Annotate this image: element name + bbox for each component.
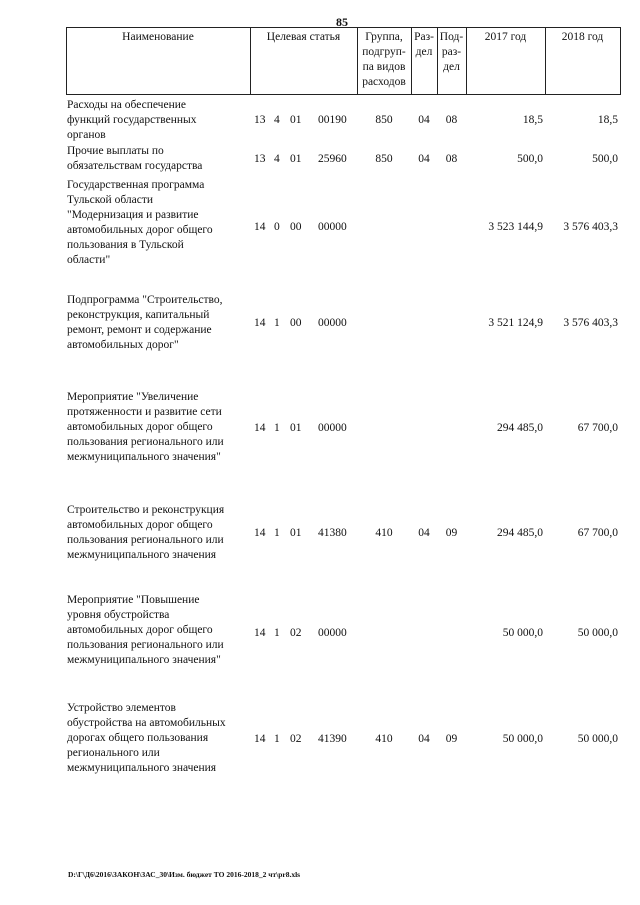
razdel-code: 04 [418, 153, 430, 165]
target-code-2: 1 [274, 527, 280, 539]
header-podrazdel: Под- раз- дел [439, 31, 464, 73]
target-code-4: 00000 [318, 422, 347, 434]
target-code-1: 13 [254, 114, 266, 126]
target-code-2: 1 [274, 422, 280, 434]
target-code-1: 14 [254, 422, 266, 434]
header-razdel: Раз- дел [414, 31, 434, 58]
value-2018: 67 700,0 [577, 422, 618, 434]
header-name: Наименование [122, 31, 194, 43]
row-name: Подпрограмма "Строительство, реконструкция, капитальный ремонт, ремонт и содержание автомобильных дорог" [67, 294, 223, 351]
row-name: Устройство элементов обустройства на автомобильных дорогах общего пользования регионального или межмуниципального значения [67, 702, 226, 774]
target-code-2: 1 [274, 627, 280, 639]
value-2018: 500,0 [592, 153, 618, 165]
header-year-2017: 2017 год [484, 31, 527, 43]
target-code-3: 01 [290, 527, 302, 539]
value-2017: 500,0 [517, 153, 543, 165]
value-2017: 50 000,0 [502, 627, 543, 639]
target-code-4: 41380 [318, 527, 347, 539]
target-code-4: 00000 [318, 627, 347, 639]
target-code-2: 1 [274, 317, 280, 329]
header-top-border [66, 27, 621, 28]
value-2018: 67 700,0 [577, 527, 618, 539]
header-year-2018: 2018 год [561, 31, 604, 43]
group-code: 850 [375, 114, 393, 126]
target-code-2: 0 [274, 221, 280, 233]
target-code-3: 01 [290, 114, 302, 126]
razdel-code: 04 [418, 733, 430, 745]
target-code-1: 14 [254, 317, 266, 329]
header-group: Группа, подгруп- па видов расходов [362, 31, 406, 88]
razdel-code: 04 [418, 527, 430, 539]
target-code-3: 00 [290, 317, 302, 329]
target-code-4: 41390 [318, 733, 347, 745]
target-code-1: 14 [254, 733, 266, 745]
target-code-1: 14 [254, 221, 266, 233]
value-2017: 294 485,0 [497, 422, 543, 434]
group-code: 410 [375, 527, 393, 539]
value-2018: 50 000,0 [577, 627, 618, 639]
podrazdel-code: 09 [445, 733, 458, 745]
target-code-1: 14 [254, 527, 266, 539]
group-code: 410 [375, 733, 393, 745]
target-code-2: 4 [274, 153, 280, 165]
row-name: Строительство и реконструкция автомобильных дорог общего пользования регионального или межмуниципального значения [67, 504, 225, 561]
target-code-3: 01 [290, 153, 302, 165]
value-2017: 294 485,0 [497, 527, 543, 539]
podrazdel-code: 08 [445, 114, 458, 126]
row-name: Прочие выплаты по обязательствам государства [67, 145, 203, 172]
header-target-article: Целевая статья [266, 31, 341, 43]
target-code-2: 4 [274, 114, 280, 126]
value-2017: 3 521 124,9 [488, 317, 543, 329]
target-code-3: 01 [290, 422, 302, 434]
target-code-3: 00 [290, 221, 302, 233]
value-2017: 50 000,0 [502, 733, 543, 745]
file-path-footer: D:\Г\Д6\2016\ЗАКОН\ЗАС_30\Изм. бюджет ТО 2016-2018_2 чт\pr8.xls [68, 870, 301, 879]
target-code-2: 1 [274, 733, 280, 745]
value-2018: 50 000,0 [577, 733, 618, 745]
row-name: Расходы на обеспечение функций государственных органов [67, 99, 197, 141]
target-code-4: 25960 [318, 153, 347, 165]
target-code-4: 00000 [318, 221, 347, 233]
row-name: Мероприятие "Повышение уровня обустройства автомобильных дорог общего пользования регионального или межмуниципального значения" [67, 594, 224, 666]
razdel-code: 04 [418, 114, 430, 126]
row-name: Мероприятие "Увеличение протяженности и развитие сети автомобильных дорог общего пользования регионального или межмуниципального значения" [67, 391, 224, 463]
value-2018: 3 576 403,3 [563, 317, 618, 329]
target-code-4: 00190 [318, 114, 347, 126]
value-2018: 3 576 403,3 [563, 221, 618, 233]
row-name: Государственная программа Тульской области "Модернизация и развитие автомобильных дорог общего пользования в Тульской области" [67, 179, 213, 266]
value-2017: 18,5 [522, 114, 543, 126]
value-2018: 18,5 [597, 114, 618, 126]
target-code-1: 14 [254, 627, 266, 639]
page-number: 85 [336, 15, 348, 29]
value-2017: 3 523 144,9 [488, 221, 543, 233]
target-code-1: 13 [254, 153, 266, 165]
podrazdel-code: 09 [445, 527, 458, 539]
header-bottom-border [66, 94, 621, 95]
podrazdel-code: 08 [445, 153, 458, 165]
target-code-4: 00000 [318, 317, 347, 329]
header-divider [620, 27, 621, 94]
target-code-3: 02 [290, 627, 302, 639]
target-code-3: 02 [290, 733, 302, 745]
group-code: 850 [375, 153, 393, 165]
